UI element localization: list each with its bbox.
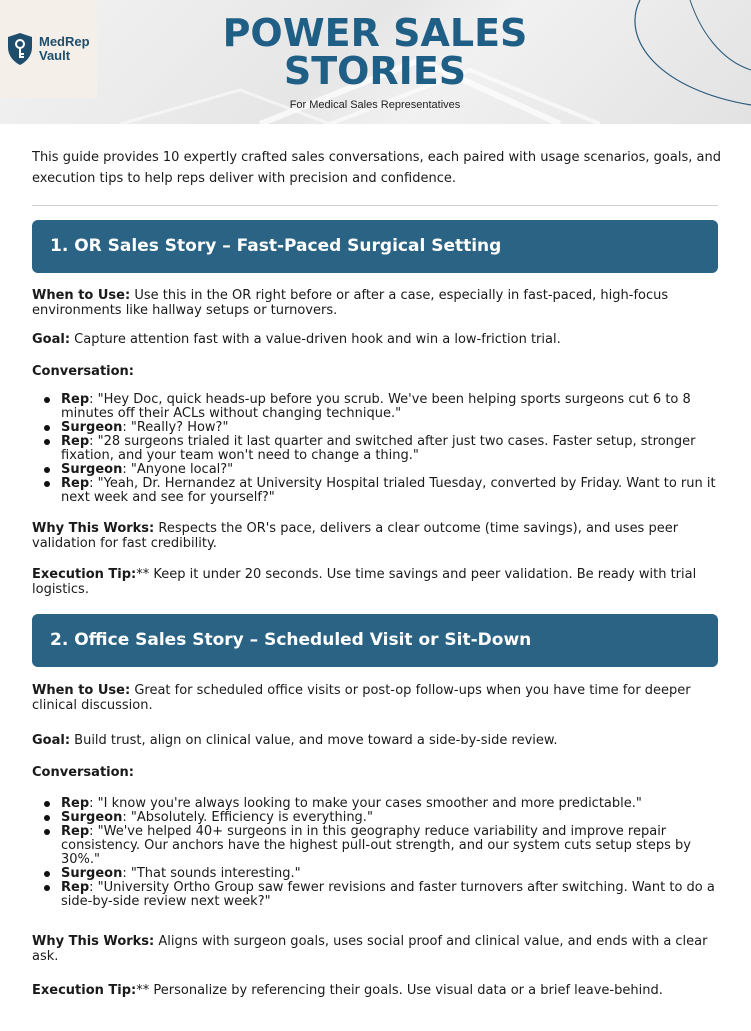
section-1-banner: 1. OR Sales Story – Fast-Paced Surgical Setting: [32, 220, 718, 273]
goal-label: Goal:: [32, 733, 71, 748]
line-text: : "28 surgeons trialed it last quarter and switched after just two cases. Faster setup, stronger fixation, and your team won't need to change a thing.": [61, 434, 696, 463]
intro-paragraph: This guide provides 10 expertly crafted sales conversations, each paired with usage scenarios, goals, and execution tips to help reps deliver with precision and confidence.: [32, 150, 721, 186]
speaker: Surgeon: [61, 462, 123, 477]
list-item: [44, 435, 724, 463]
speaker: Rep: [61, 880, 90, 895]
goal-text: Capture attention fast with a value-driven hook and win a low-friction trial.: [70, 332, 561, 347]
divider: [32, 205, 718, 206]
speaker: Rep: [61, 392, 90, 407]
section-2-conversation-label: Conversation:: [32, 765, 134, 780]
line-text: : "Really? How?": [122, 420, 229, 435]
list-item: [44, 797, 724, 811]
shield-key-icon: [6, 32, 34, 66]
list-item: [44, 825, 724, 867]
speaker: Rep: [61, 824, 90, 839]
section-2-conversation: [44, 797, 724, 909]
speaker: Surgeon: [61, 420, 123, 435]
speaker: Rep: [61, 796, 90, 811]
section-1-conversation: [44, 393, 724, 505]
section-2-why: [32, 934, 722, 964]
tip-text: ** Personalize by referencing their goals. Use visual data or a brief leave-behind.: [136, 983, 663, 998]
title-line-1: POWER SALES: [222, 11, 528, 55]
logo-text: [39, 35, 90, 63]
tip-label: Execution Tip:: [32, 567, 137, 582]
speaker: Surgeon: [61, 866, 123, 881]
line-text: : "Hey Doc, quick heads-up before you scrub. We've been helping sports surgeons cut 6 to 8 minutes off their ACLs without changing technique.": [61, 392, 691, 421]
line-text: : "Yeah, Dr. Hernandez at University Hospital trialed Tuesday, converted by Friday. Want to run it next week and see for yourself?": [61, 476, 716, 505]
tip-text: ** Keep it under 20 seconds. Use time savings and peer validation. Be ready with trial logistics.: [32, 567, 697, 597]
list-item: [44, 393, 724, 421]
list-item: [44, 463, 724, 477]
line-text: : "University Ortho Group saw fewer revisions and faster turnovers after switching. Want to do a side-by-side review next week?": [61, 880, 715, 909]
page-header: [0, 0, 751, 124]
section-2-banner: 2. Office Sales Story – Scheduled Visit or Sit-Down: [32, 614, 718, 667]
why-text: Respects the OR's pace, delivers a clear outcome (time savings), and uses peer validation for fast credibility.: [32, 521, 679, 551]
why-text: Aligns with surgeon goals, uses social proof and clinical value, and ends with a clear ask.: [32, 934, 708, 964]
page-subtitle: For Medical Sales Representatives: [289, 99, 461, 111]
line-text: : "Absolutely. Efficiency is everything.": [122, 810, 373, 825]
speaker: Rep: [61, 476, 90, 491]
section-1-why: [32, 521, 722, 551]
line-text: : "I know you're always looking to make your cases smoother and more predictable.": [89, 796, 642, 811]
list-item: [44, 477, 724, 505]
section-1-when: [32, 288, 722, 318]
why-label: Why This Works:: [32, 934, 155, 949]
section-2-tip: [32, 983, 722, 998]
when-label: When to Use:: [32, 288, 131, 303]
title-line-2: STORIES: [283, 49, 467, 93]
logo-line-1: MedRep: [39, 34, 90, 49]
list-item: [44, 881, 724, 909]
list-item: [44, 811, 724, 825]
line-text: : "We've helped 40+ surgeons in in this geography reduce variability and improve repair consistency. Our anchors have the highest pull-out strength, and our system cuts setup steps by 30%.": [61, 824, 691, 867]
speaker: Rep: [61, 434, 90, 449]
section-2-when: [32, 683, 722, 713]
when-text: Use this in the OR right before or after a case, especially in fast-paced, high-focus environments like hallway setups or turnovers.: [32, 288, 669, 318]
logo: [0, 0, 97, 98]
section-1-tip: [32, 567, 722, 597]
tip-label: Execution Tip:: [32, 983, 137, 998]
when-label: When to Use:: [32, 683, 131, 698]
goal-text: Build trust, align on clinical value, and move toward a side-by-side review.: [70, 733, 558, 748]
goal-label: Goal:: [32, 332, 71, 347]
section-1-conversation-label: Conversation:: [32, 364, 134, 379]
list-item: [44, 867, 724, 881]
page-title: [150, 11, 600, 93]
when-text: Great for scheduled office visits or post-op follow-ups when you have time for deeper clinical discussion.: [32, 683, 691, 713]
list-item: [44, 421, 724, 435]
logo-line-2: Vault: [39, 48, 71, 63]
section-2-goal: [32, 733, 722, 748]
line-text: : "That sounds interesting.": [122, 866, 301, 881]
section-1-goal: [32, 332, 722, 347]
why-label: Why This Works:: [32, 521, 155, 536]
line-text: : "Anyone local?": [122, 462, 234, 477]
speaker: Surgeon: [61, 810, 123, 825]
